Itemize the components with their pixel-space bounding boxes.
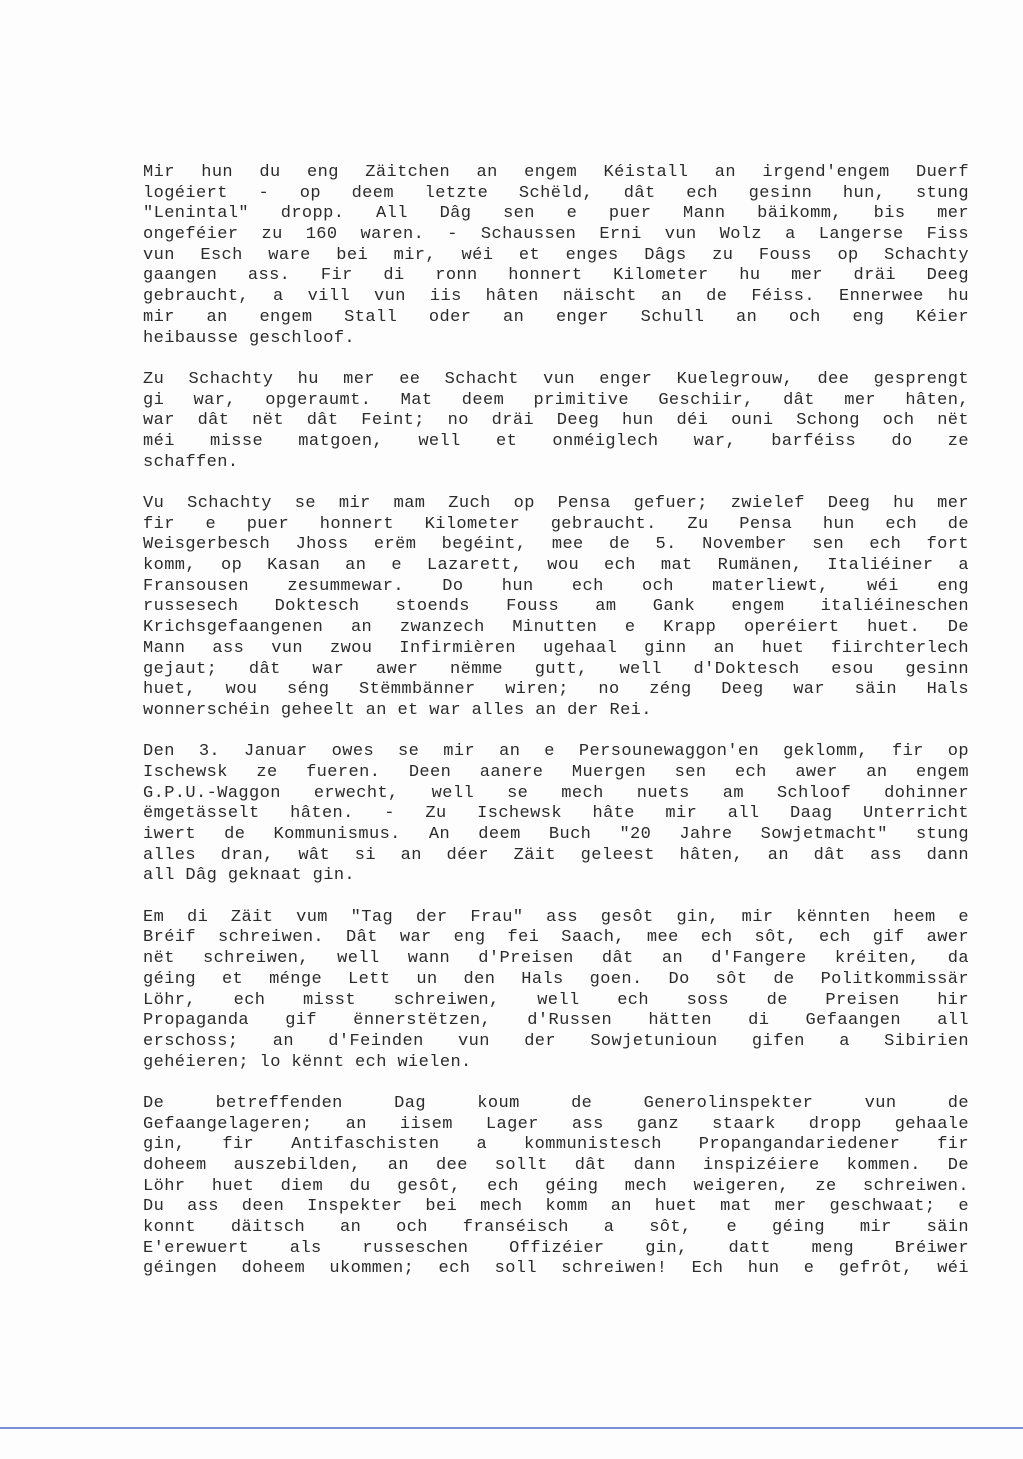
text-line: logéiert - op deem letzte Schëld, dât ech gesinn hun, stung [143,183,969,203]
text-line: Bréif schreiwen. Dât war eng fei Saach, mee ech sôt, ech gif awer [143,928,969,948]
text-line: Du ass deen Inspekter bei mech komm an huet mat mer geschwaat; e [143,1197,969,1217]
text-line: Gefaangelageren; an iisem Lager ass ganz staark dropp gehaale [143,1114,969,1134]
text-line: konnt däitsch an och franséisch a sôt, e géing mir säin [143,1218,969,1238]
text-line: Löhr, ech misst schreiwen, well ech soss de Preisen hir [143,990,969,1010]
page-bottom-rule [0,1427,1023,1429]
text-line: E'erewuert als russeschen Offizéier gin, datt meng Bréiwer [143,1238,969,1258]
text-line: Weisgerbesch Jhoss erëm begéint, mee de 5. November sen ech fort [143,535,969,555]
paragraph-2 [143,370,969,473]
text-line: De betreffenden Dag koum de Generolinspekter vun de [143,1093,969,1113]
text-line: gin, fir Antifaschisten a kommunistesch Propangandariedener fir [143,1135,969,1155]
text-line: vun Esch ware bei mir, wéi et enges Dâgs zu Fouss op Schachty [143,245,969,265]
text-line: komm, op Kasan an e Lazarett, wou ech mat Rumänen, Italiéiner a [143,556,969,576]
text-line: wonnerschéin geheelt an et war alles an der Rei. [143,700,652,720]
text-line: gejaut; dât war awer nëmme gutt, well d'Doktesch esou gesinn [143,659,969,679]
document-body [143,163,969,1301]
text-line: ongeféier zu 160 waren. - Schaussen Erni vun Wolz a Langerse Fiss [143,225,969,245]
paragraph-4 [143,742,969,887]
text-line: mir an engem Stall oder an enger Schull an och eng Kéier [143,307,969,327]
text-line: doheem auszebilden, an dee sollt dât dann inspizéiere kommen. De [143,1156,969,1175]
text-line: "Lenintal" dropp. All Dâg sen e puer Mann bäikomm, bis mer [143,204,969,224]
text-line: Em di Zäit vum "Tag der Frau" ass gesôt gin, mir kënnten heem e [143,907,969,927]
text-line: russesech Doktesch stoends Fouss am Gank engem italiéineschen [143,597,969,617]
text-line: Fransousen zesummewar. Do hun ech och materliewt, wéi eng [143,576,969,596]
text-line: Mir hun du eng Zäitchen an engem Kéistall an irgend'engem Duerf [143,163,969,182]
paragraph-6 [143,1094,969,1280]
paragraph-1 [143,163,969,349]
text-line: all Dâg geknaat gin. [143,866,356,886]
text-line: géing et ménge Lett un den Hals goen. Do sôt de Politkommissär [143,969,969,989]
text-line: Ischewsk ze fueren. Deen aanere Muergen sen ech awer an engem [143,762,969,782]
text-line: Mann ass vun zwou Infirmièren ugehaal ginn an huet fiirchterlech [143,638,969,658]
text-line: erschoss; an d'Feinden vun der Sowjetunioun gifen a Sibirien [143,1031,969,1051]
text-line: heibausse geschloof. [143,328,356,348]
text-line: gi war, opgeraumt. Mat deem primitive Geschiir, dât mer hâten, [143,390,969,410]
text-line: gaangen ass. Fir di ronn honnert Kilometer hu mer dräi Deeg [143,266,969,286]
text-line: alles dran, wât si an déer Zäit geleest hâten, an dât ass dann [143,845,969,865]
text-line: gebraucht, a vill vun iis hâten näischt an de Féiss. Ennerwee hu [143,287,969,307]
text-line: géingen doheem ukommen; ech soll schreiwen! Ech hun e gefrôt, wéi [143,1259,969,1279]
text-line: schaffen. [143,452,239,472]
text-line: fir e puer honnert Kilometer gebraucht. Zu Pensa hun ech de [143,514,969,534]
text-line: Propaganda gif ënnerstëtzen, d'Russen hätten di Gefaangen all [143,1011,969,1031]
text-line: gehéieren; lo kënnt ech wielen. [143,1052,472,1072]
text-line: iwert de Kommunismus. An deem Buch "20 Jahre Sowjetmacht" stung [143,825,969,844]
text-line: ëmgetässelt hâten. - Zu Ischewsk hâte mir all Daag Unterricht [143,804,969,824]
text-line: Den 3. Januar owes se mir an e Persounewaggon'en geklomm, fir op [143,742,969,762]
text-line: méi misse matgoen, well et onméiglech war, barféiss do ze [143,431,969,451]
text-line: huet, wou séng Stëmmbänner wiren; no zéng Deeg war säin Hals [143,680,969,700]
text-line: nët schreiwen, well wann d'Preisen dât an d'Fangere kréiten, da [143,949,969,969]
text-line: Krichsgefaangenen an zwanzech Minutten e Krapp operéiert huet. De [143,618,969,638]
text-line: G.P.U.-Waggon erwecht, well se mech nuets am Schloof dohinner [143,783,969,803]
paragraph-5 [143,908,969,1074]
text-line: Zu Schachty hu mer ee Schacht vun enger Kuelegrouw, dee gesprengt [143,369,969,389]
text-line: war dât nët dât Feint; no dräi Deeg hun déi ouni Schong och nët [143,411,969,431]
text-line: Vu Schachty se mir mam Zuch op Pensa gefuer; zwielef Deeg hu mer [143,494,969,513]
text-line: Löhr huet diem du gesôt, ech géing mech weigeren, ze schreiwen. [143,1176,969,1196]
paragraph-3 [143,494,969,722]
